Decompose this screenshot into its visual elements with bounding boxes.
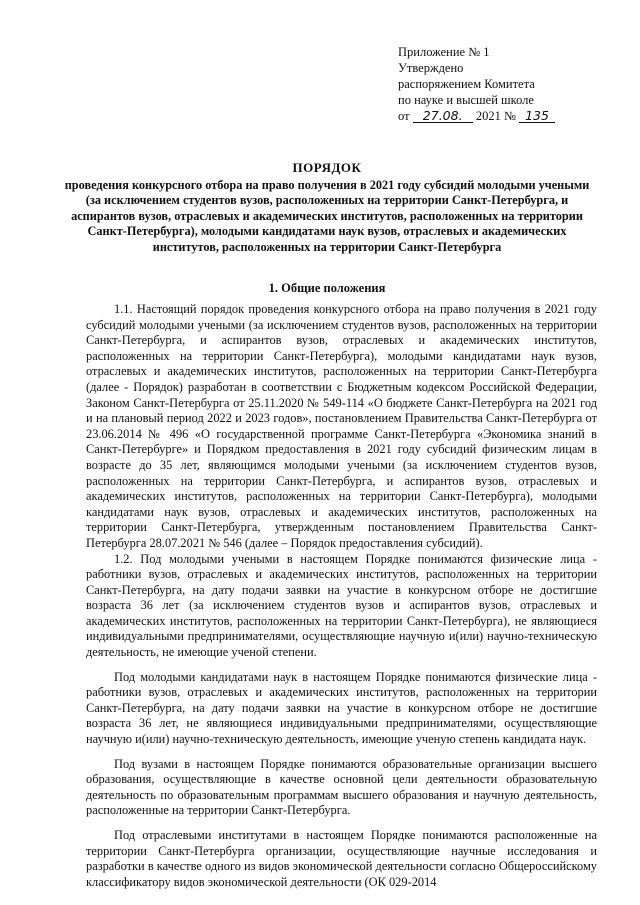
appendix-approval-block bbox=[398, 44, 598, 124]
paragraph-1-2: 1.2. Под молодыми учеными в настоящем Порядке понимаются физические лица - работники вузов, отраслевых и академических институтов, расположенных на территории Санкт-Петербурга, на дату подачи заявки на участие в конкурсном отборе не достигшие возраста 36 лет (за исключением студентов вузов и аспирантов вузов, отраслевых и академических институтов, расположенных на территории Санкт-Петербурга), не являющиеся индивидуальными предпринимателями, осуществляющие научную и(или) научно-техническую деятельность, не имеющие ученой степени. bbox=[86, 551, 597, 660]
paragraph-institutes-definition: Под отраслевыми институтами в настоящем Порядке понимаются расположенные на территории Санкт-Петербурга организации, осуществляющие научные исследования и разработки в качестве одного из видов экономической деятельности согласно Общероссийскому классификатору видов экономической деятельности (ОК 029-2014 bbox=[86, 828, 597, 889]
date-prefix: от bbox=[398, 109, 410, 123]
paragraph-candidates-definition: Под молодыми кандидатами наук в настоящем Порядке понимаются физические лица - работники вузов, отраслевых и академических институтов, расположенных на территории Санкт-Петербурга, на дату подачи заявки на участие в конкурсном отборе не достигшие возраста 36 лет, не являющиеся индивидуальными предпринимателями, осуществляющие научную и(или) научно-техническую деятельность, имеющие ученую степень кандидата наук. bbox=[86, 669, 597, 747]
document-subtitle: проведения конкурсного отбора на право получения в 2021 году субсидий молодыми учеными (за исключением студентов вузов, расположенных на территории Санкт-Петербурга, и аспирантов вузов, отраслевых и академических институтов, расположенных на территории Санкт-Петербурга), молодыми кандидатами наук вузов, отраслевых и академических институтов, расположенных на территории Санкт-Петербурга bbox=[64, 177, 590, 254]
document-title: ПОРЯДОК bbox=[292, 160, 362, 175]
handwritten-date: 27.08. bbox=[413, 109, 473, 123]
order-year-number-label: 2021 № bbox=[475, 109, 516, 123]
handwritten-order-number: 135 bbox=[519, 109, 555, 123]
paragraph-universities-definition: Под вузами в настоящем Порядке понимаются образовательные организации высшего образования, осуществляющие в качестве основной цели деятельности образовательную деятельность по образовательным программам высшего образования и научную деятельность, расположенные на территории Санкт-Петербурга. bbox=[86, 756, 597, 818]
approved-label: Утверждено bbox=[398, 61, 464, 75]
document-title-block bbox=[62, 160, 592, 256]
order-label: распоряжением Комитета bbox=[398, 77, 535, 91]
section-heading: 1. Общие положения bbox=[268, 281, 386, 295]
document-body bbox=[86, 302, 597, 890]
appendix-number: Приложение № 1 bbox=[398, 45, 490, 59]
committee-name: по науке и высшей школе bbox=[398, 93, 534, 107]
paragraph-1-1: 1.1. Настоящий порядок проведения конкурсного отбора на право получения в 2021 году субсидий молодыми учеными (за исключением студентов вузов, расположенных на территории Санкт-Петербурга, и аспирантов вузов, отраслевых и академических институтов, расположенных на территории Санкт-Петербурга), молодыми кандидатами наук вузов, отраслевых и академических институтов, расположенных на территории Санкт-Петербурга (далее - Порядок) разработан в соответствии с Бюджетным кодексом Российской Федерации, Законом Санкт-Петербурга от 25.11.2020 № 549-114 «О бюджете Санкт-Петербурга на 2021 год и на плановый период 2022 и 2023 годов», постановлением Правительства Санкт-Петербурга от 23.06.2014 № 496 «О государственной программе Санкт-Петербурга «Экономика знаний в Санкт-Петербурге» и Порядком предоставления в 2021 году субсидий физическим лицам в возрасте до 35 лет, являющимся молодыми учеными (за исключением студентов вузов, расположенных на территории Санкт-Петербурга, и аспирантов вузов, отраслевых и академических институтов, расположенных на территории Санкт-Петербурга), молодыми кандидатами наук вузов, отраслевых и академических институтов, расположенных на территории Санкт-Петербурга, утвержденным постановлением Правительства Санкт-Петербурга 28.07.2021 № 546 (далее – Порядок предоставления субсидий). bbox=[86, 302, 597, 550]
order-date-line bbox=[398, 108, 598, 124]
